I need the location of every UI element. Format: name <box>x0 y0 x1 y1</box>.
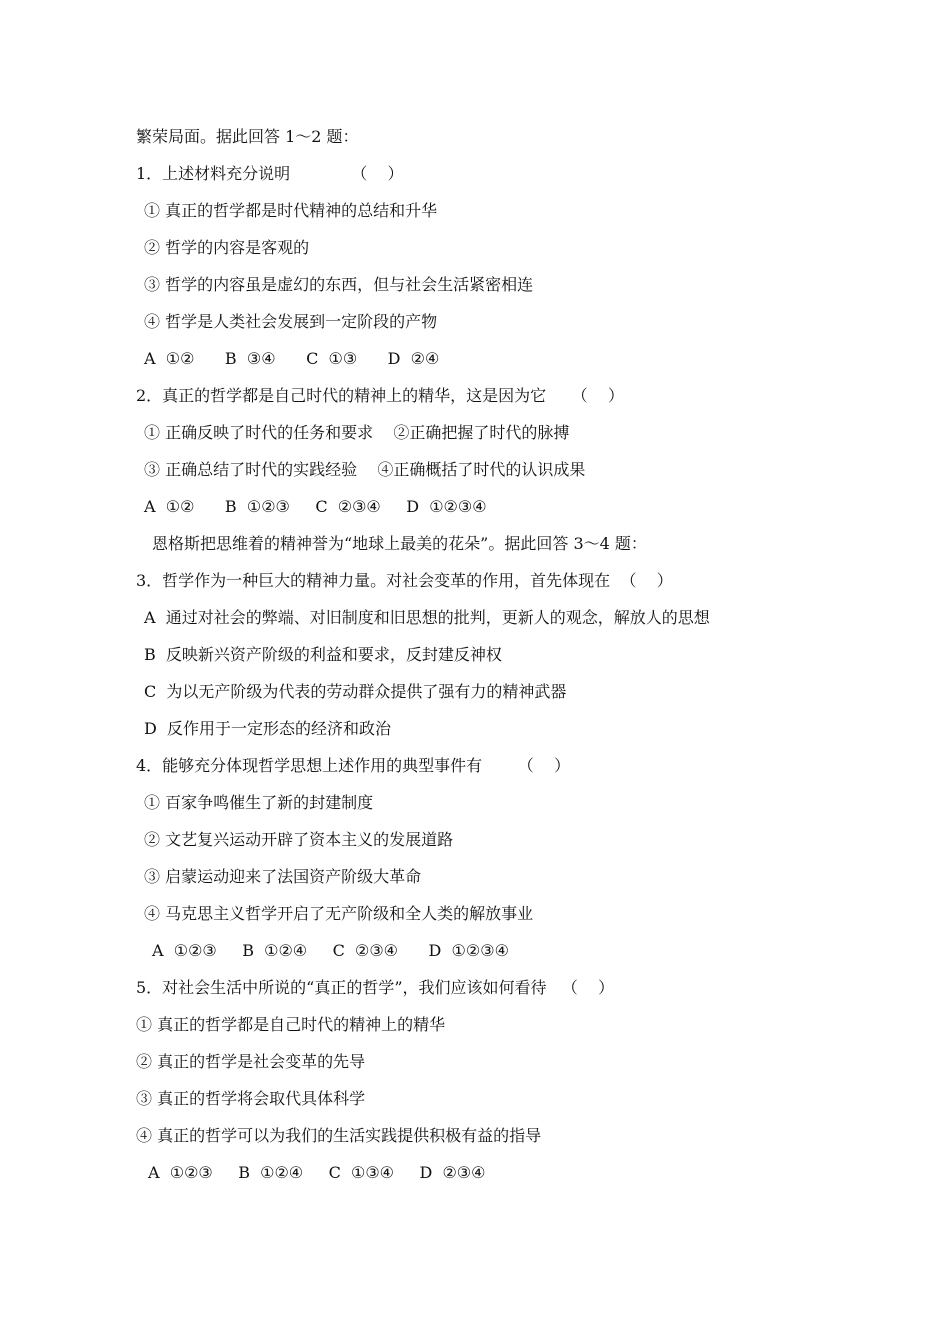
question-2-option-1: ① 正确反映了时代的任务和要求 ②正确把握了时代的脉搏 <box>144 423 570 442</box>
question-3-option-c: C 为以无产阶级为代表的劳动群众提供了强有力的精神武器 <box>144 682 567 701</box>
question-1-stem: 1．上述材料充分说明 （ ） <box>136 164 404 183</box>
question-4-option-1: ① 百家争鸣催生了新的封建制度 <box>144 793 374 812</box>
intro-text-2: 恩格斯把思维着的精神誉为“地球上最美的花朵”。据此回答 3～4 题： <box>152 534 647 553</box>
question-1-option-4: ④ 哲学是人类社会发展到一定阶段的产物 <box>144 312 438 331</box>
question-1-option-2: ② 哲学的内容是客观的 <box>144 238 310 257</box>
question-3-option-b: B 反映新兴资产阶级的利益和要求，反封建反神权 <box>144 645 502 664</box>
question-5-choices: A ①②③ B ①②④ C ①③④ D ②③④ <box>148 1163 486 1182</box>
question-2-stem: 2．真正的哲学都是自己时代的精神上的精华，这是因为它 （ ） <box>136 386 624 405</box>
question-4-stem: 4．能够充分体现哲学思想上述作用的典型事件有 （ ） <box>136 756 571 775</box>
question-4-choices: A ①②③ B ①②④ C ②③④ D ①②③④ <box>152 941 509 960</box>
question-2-choices: A ①② B ①②③ C ②③④ D ①②③④ <box>144 497 487 516</box>
question-5-option-2: ② 真正的哲学是社会变革的先导 <box>136 1052 366 1071</box>
question-1-option-3: ③ 哲学的内容虽是虚幻的东西，但与社会生活紧密相连 <box>144 275 534 294</box>
question-5-stem: 5．对社会生活中所说的“真正的哲学”，我们应该如何看待 （ ） <box>136 978 615 997</box>
question-4-option-4: ④ 马克思主义哲学开启了无产阶级和全人类的解放事业 <box>144 904 534 923</box>
question-3-stem: 3．哲学作为一种巨大的精神力量。对社会变革的作用，首先体现在 （ ） <box>136 571 673 590</box>
question-4-option-3: ③ 启蒙运动迎来了法国资产阶级大革命 <box>144 867 422 886</box>
question-3-option-d: D 反作用于一定形态的经济和政治 <box>144 719 392 738</box>
question-2-option-2: ③ 正确总结了时代的实践经验 ④正确概括了时代的认识成果 <box>144 460 586 479</box>
intro-text-1: 繁荣局面。据此回答 1～2 题： <box>136 127 359 146</box>
question-5-option-4: ④ 真正的哲学可以为我们的生活实践提供积极有益的指导 <box>136 1126 542 1145</box>
question-1-choices: A ①② B ③④ C ①③ D ②④ <box>144 349 440 368</box>
question-3-option-a: A 通过对社会的弊端、对旧制度和旧思想的批判，更新人的观念，解放人的思想 <box>144 608 710 627</box>
question-1-option-1: ① 真正的哲学都是时代精神的总结和升华 <box>144 201 438 220</box>
question-5-option-1: ① 真正的哲学都是自己时代的精神上的精华 <box>136 1015 446 1034</box>
question-5-option-3: ③ 真正的哲学将会取代具体科学 <box>136 1089 366 1108</box>
question-4-option-2: ② 文艺复兴运动开辟了资本主义的发展道路 <box>144 830 454 849</box>
